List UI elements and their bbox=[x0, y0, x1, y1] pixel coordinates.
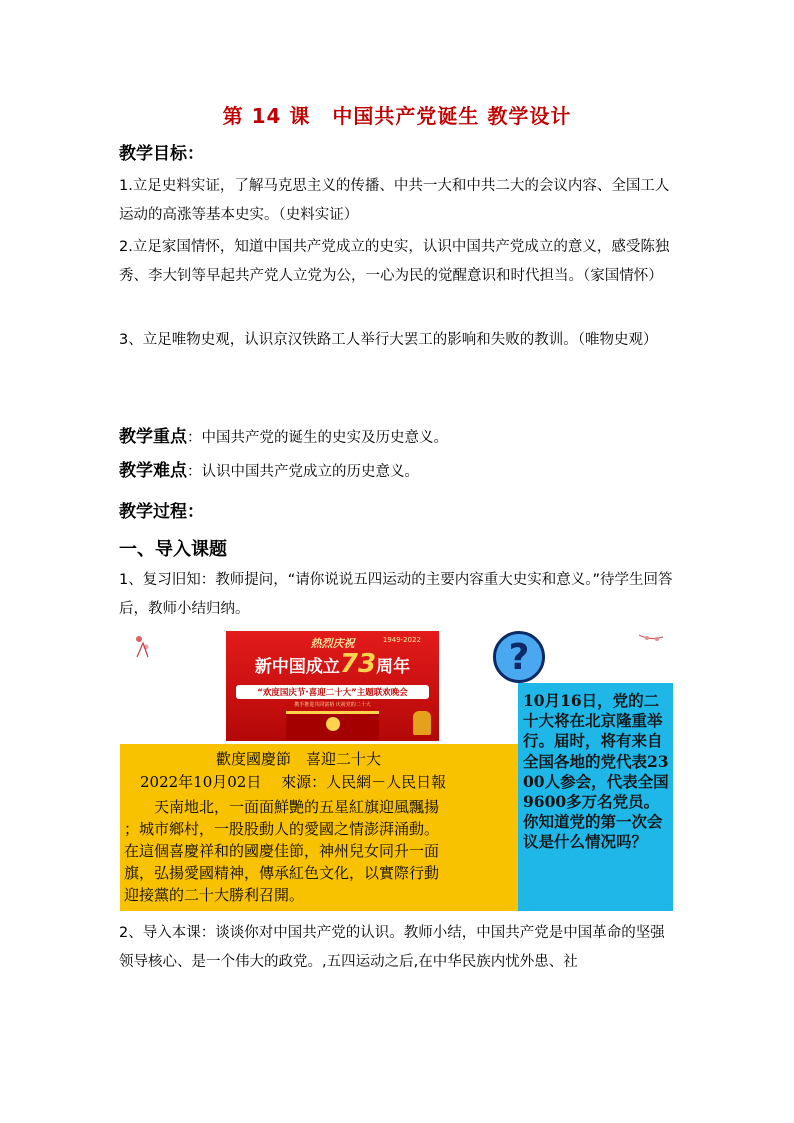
key-point-label: 教学重点 bbox=[119, 427, 187, 447]
lesson-title bbox=[0, 100, 794, 129]
objective-item-1: 1.立足史料实证，了解马克思主义的传播、中共一大和中共二大的会议内容、全国工人运动的高涨等基本史实。（史料实证） bbox=[119, 178, 670, 223]
news-line: 迎接黨的二十大勝利召開。 bbox=[124, 886, 305, 904]
banner-sub-text: “欢度国庆节·喜迎二十大”主题联欢晚会 bbox=[236, 685, 429, 699]
banner-main-suffix: 周年 bbox=[376, 657, 411, 677]
lesson-intro-image bbox=[120, 631, 673, 911]
news-line: 天南地北，一面面鮮艷的五星紅旗迎風飄揚 bbox=[154, 798, 440, 816]
party-emblem-icon bbox=[326, 717, 340, 731]
objective-item-2: 2.立足家国情怀，知道中国共产党成立的史实，认识中国共产党成立的意义，感受陈独秀、李大钊等早起共产党人立党为公，一心为民的觉醒意识和时代担当。（家国情怀） bbox=[119, 239, 670, 284]
banner-year-range: 1949-2022 bbox=[382, 636, 421, 644]
process-heading: 教学过程： bbox=[119, 502, 204, 522]
flower-decoration-icon bbox=[134, 633, 152, 659]
banner-main-text bbox=[226, 649, 439, 679]
national-day-banner bbox=[226, 631, 439, 741]
question-mark-icon: ? bbox=[493, 631, 545, 683]
difficult-point bbox=[119, 457, 679, 487]
difficult-point-text: ：认识中国共产党成立的历史意义。 bbox=[187, 464, 419, 480]
banner-small-text: 携手推进共同富裕 庆祝党的二十大 bbox=[294, 702, 371, 708]
section-1-heading: 一、导入课题 bbox=[119, 539, 227, 560]
step-1-text: 1、复习旧知：教师提问，“请你说说五四运动的主要内容重大史实和意义。”待学生回答后，教师小结归纳。 bbox=[119, 572, 673, 617]
banner-main-number: 73 bbox=[339, 649, 377, 679]
news-excerpt-panel bbox=[120, 744, 518, 911]
banner-main-prefix: 新中国成立 bbox=[254, 657, 340, 677]
banner-top-text: 热烈庆祝 bbox=[310, 637, 355, 650]
key-point bbox=[119, 423, 679, 453]
difficult-point-label: 教学难点 bbox=[119, 461, 187, 481]
lion-statue-icon bbox=[413, 711, 431, 735]
news-dateline: 2022年10月02日 來源：人民網－人民日報 bbox=[140, 773, 447, 791]
news-headline: 歡度國慶節 喜迎二十大 bbox=[216, 750, 382, 768]
objectives-heading: 教学目标： bbox=[119, 144, 204, 164]
news-line: 旗，弘揚愛國精神，傳承紅色文化，以實際行動 bbox=[124, 864, 440, 882]
question-mark-badge bbox=[487, 631, 551, 683]
key-point-text: ：中国共产党的诞生的史实及历史意义。 bbox=[187, 430, 448, 446]
step-2-text: 2、导入本课：谈谈你对中国共产党的认识。教师小结，中国共产党是中国革命的坚强领导核心、是一个伟大的政党。,五四运动之后,在中华民族内忧外患、社 bbox=[119, 925, 665, 970]
lesson-name: 中国共产党诞生 教学设计 bbox=[332, 104, 572, 128]
lesson-number: 第 14 课 bbox=[222, 104, 311, 128]
news-line: ；城市鄉村，一股股動人的愛國之情澎湃涌動。 bbox=[124, 820, 440, 838]
question-text: 10月16日，党的二十大将在北京隆重举行。届时，将有来自全国各地的党代表2300人参会，代表全国9600多万名党员。你知道党的第一次会议是什么情况吗？ bbox=[523, 691, 669, 852]
question-panel bbox=[518, 683, 673, 911]
objective-item-3: 3、立足唯物史观，认识京汉铁路工人举行大罢工的影响和失败的教训。（唯物史观） bbox=[119, 332, 658, 348]
news-line: 在這個喜慶祥和的國慶佳節，神州兒女同升一面 bbox=[124, 842, 440, 860]
branch-decoration-icon bbox=[639, 633, 663, 647]
